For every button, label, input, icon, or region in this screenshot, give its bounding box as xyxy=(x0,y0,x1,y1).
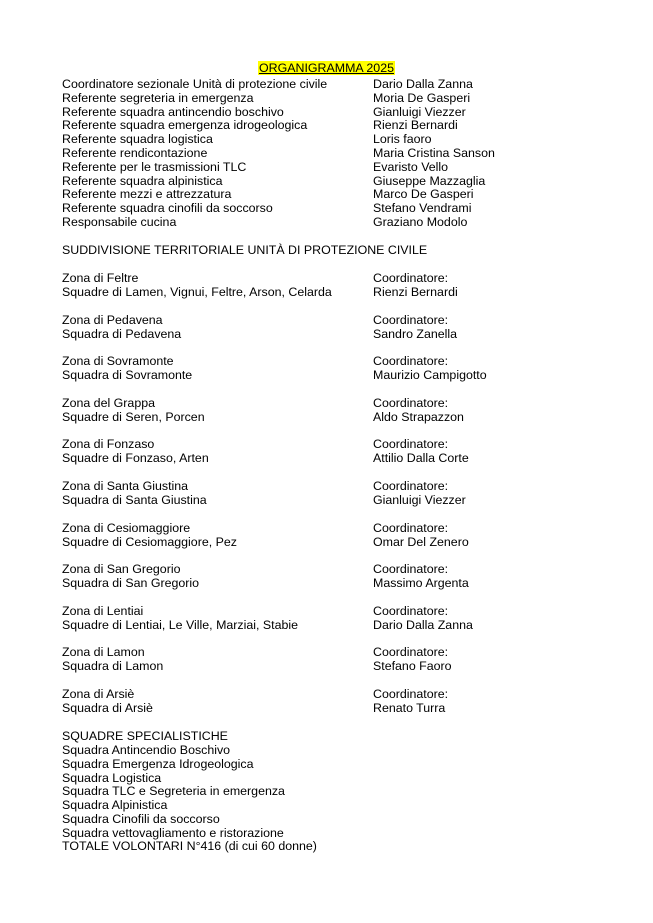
role-person: Maria Cristina Sanson xyxy=(373,146,495,160)
zone-coordinator: Aldo Strapazzon xyxy=(373,409,464,424)
role-label: Referente per le trasmissioni TLC xyxy=(62,159,247,174)
role-person: Rienzi Bernardi xyxy=(373,118,458,133)
role-label: Referente squadra antincendio boschivo xyxy=(62,104,284,119)
zone-squads: Squadre di Fonzaso, Arten xyxy=(62,451,209,466)
title-text: ORGANIGRAMMA 2025 xyxy=(259,61,394,75)
coordinator-label: Coordinatore: xyxy=(373,437,449,452)
specialist-squad: Squadra Cinofili da soccorso xyxy=(62,812,220,826)
role-label: Referente segreteria in emergenza xyxy=(62,90,254,105)
zone-name: Zona del Grappa xyxy=(62,395,155,410)
zone-coordinator: Gianluigi Viezzer xyxy=(373,493,466,507)
zone-name: Zona di San Gregorio xyxy=(62,562,181,577)
coordinator-label: Coordinatore: xyxy=(373,687,449,701)
coordinator-label: Coordinatore: xyxy=(373,603,449,618)
zone-coordinator: Omar Del Zenero xyxy=(373,534,469,549)
role-person: Dario Dalla Zanna xyxy=(373,77,473,91)
zone-squads: Squadra di Santa Giustina xyxy=(62,493,207,507)
zone-coordinator: Renato Turra xyxy=(373,701,446,715)
coordinator-label: Coordinatore: xyxy=(373,645,449,660)
zone-coordinator: Stefano Faoro xyxy=(373,659,452,674)
zone-coordinator: Sandro Zanella xyxy=(373,326,458,341)
zone-squads: Squadra di Lamon xyxy=(62,659,164,674)
role-person: Loris faoro xyxy=(373,132,432,147)
coordinator-label: Coordinatore: xyxy=(373,520,449,535)
role-label: Referente squadra emergenza idrogeologica xyxy=(62,118,308,133)
coordinator-label: Coordinatore: xyxy=(373,354,449,369)
zone-name: Zona di Lentiai xyxy=(62,603,144,618)
zone-squads: Squadre di Cesiomaggiore, Pez xyxy=(62,534,237,549)
specialist-squad: Squadra Logistica xyxy=(62,770,162,785)
zone-name: Zona di Cesiomaggiore xyxy=(62,520,191,535)
zone-name: Zona di Sovramonte xyxy=(62,354,174,369)
page-title xyxy=(0,61,653,75)
role-person: Marco De Gasperi xyxy=(373,187,474,202)
zone-squads: Squadra di San Gregorio xyxy=(62,576,200,591)
zone-squads: Squadre di Lentiai, Le Ville, Marziai, Stabie xyxy=(62,617,299,632)
zone-name: Zona di Pedavena xyxy=(62,312,163,327)
zone-name: Zona di Santa Giustina xyxy=(62,479,189,493)
coordinator-label: Coordinatore: xyxy=(373,479,449,493)
role-person: Graziano Modolo xyxy=(373,215,468,229)
specialist-squad: Squadra Emergenza Idrogeologica xyxy=(62,756,254,771)
zone-name: Zona di Fonzaso xyxy=(62,437,155,452)
zone-squads: Squadra di Arsiè xyxy=(62,701,153,715)
specialist-squad: Squadra TLC e Segreteria in emergenza xyxy=(62,784,285,799)
role-label: Referente squadra logistica xyxy=(62,132,213,147)
role-person: Evaristo Vello xyxy=(373,159,449,174)
role-person: Stefano Vendrami xyxy=(373,201,472,216)
zone-name: Zona di Lamon xyxy=(62,645,145,660)
role-person: Gianluigi Viezzer xyxy=(373,104,466,119)
role-label: Coordinatore sezionale Unità di protezione civile xyxy=(62,77,328,91)
coordinator-label: Coordinatore: xyxy=(373,395,449,410)
role-label: Responsabile cucina xyxy=(62,215,177,229)
zone-squads: Squadre di Lamen, Vignui, Feltre, Arson, Celarda xyxy=(62,285,332,299)
zone-coordinator: Massimo Argenta xyxy=(373,576,469,591)
zone-coordinator: Dario Dalla Zanna xyxy=(373,617,473,632)
zone-squads: Squadra di Pedavena xyxy=(62,326,182,341)
role-label: Referente squadra cinofili da soccorso xyxy=(62,201,273,216)
specialist-squad: Squadra Antincendio Boschivo xyxy=(62,743,231,757)
suddivisione-heading: SUDDIVISIONE TERRITORIALE UNITÀ DI PROTEZIONE CIVILE xyxy=(62,243,428,257)
zone-coordinator: Attilio Dalla Corte xyxy=(373,451,469,466)
zone-name: Zona di Arsiè xyxy=(62,687,135,701)
role-person: Moria De Gasperi xyxy=(373,90,471,105)
specialist-squad: Squadra vettovagliamento e ristorazione xyxy=(62,825,284,840)
coordinator-label: Coordinatore: xyxy=(373,562,449,577)
zone-squads: Squadre di Seren, Porcen xyxy=(62,409,205,424)
specialist-squad: Squadra Alpinistica xyxy=(62,798,168,813)
role-label: Referente squadra alpinistica xyxy=(62,173,223,188)
role-label: Referente mezzi e attrezzatura xyxy=(62,187,232,202)
zone-name: Zona di Feltre xyxy=(62,271,139,285)
role-label: Referente rendicontazione xyxy=(62,146,208,160)
specialistiche-heading: SQUADRE SPECIALISTICHE xyxy=(62,729,228,743)
coordinator-label: Coordinatore: xyxy=(373,312,449,327)
totale-volontari: TOTALE VOLONTARI N°416 (di cui 60 donne) xyxy=(62,839,317,853)
zone-squads: Squadra di Sovramonte xyxy=(62,368,193,383)
zone-coordinator: Maurizio Campigotto xyxy=(373,368,487,383)
coordinator-label: Coordinatore: xyxy=(373,271,449,285)
zone-coordinator: Rienzi Bernardi xyxy=(373,285,458,299)
role-person: Giuseppe Mazzaglia xyxy=(373,173,486,188)
